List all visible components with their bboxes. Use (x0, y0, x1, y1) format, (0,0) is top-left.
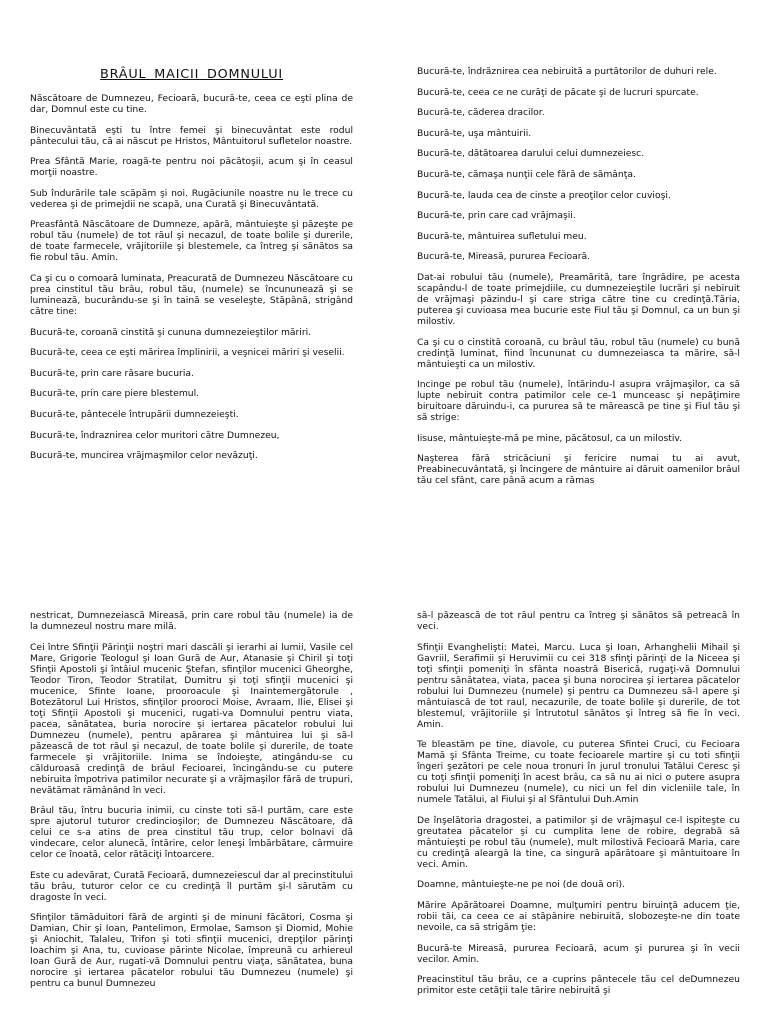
paragraph: Este cu adevărat, Curată Fecioară, dumnezeiescul dar al precinstitului tău brâu, tuturor celor ce cu credinţă îl purtăm şi-l sărutăm cu dragoste în veci. (30, 869, 353, 903)
paragraph: să-l păzească de tot răul pentru ca întreg şi sănătos să petreacă în veci. (417, 610, 740, 632)
paragraph: Ca şi cu o cinstită coroană, cu brâul tău, robul tău (numele) cu bună credinţă luminat, fiind încununat cu dumnezeiasca ta mărire, să-l mântuieşti ca un milostiv. (417, 336, 740, 370)
paragraph: Bucură-te, lauda cea de cinste a preoţilor celor cuvioşi. (417, 189, 671, 201)
paragraph: Bucură-te, dătătoarea darului celui dumnezeiesc. (417, 148, 645, 160)
paragraph: Sfinţii Evanghelişti: Matei, Marcu. Luca şi Ioan, Arhanghelii Mihail şi Gavriil, Serafimii şi Heruvimii cu cei 318 sfinţi părinţi de la Niceea şi toţi sfinţii pomeniţi în sfânta noastră Biserică, rugaţi-vă Domnului pentru sănătatea, viata, pacea şi buna norocirea şi iertarea păcatelor robului lui Dumnezeu (numele) şi pentru ca Dumnezeu să-l apere şi mântuiască de tot raul, necazurile, de toate bolile şi durerile, de tot blestemul, vrăjitoriile şi întrutotul sănătos şi întreg să fie în veci. Amin. (417, 641, 740, 730)
page1-right-paragraphs (417, 66, 740, 486)
paragraph: Bucură-te, Mireasă, pururea Fecioară. (417, 251, 591, 263)
page1-right-column (417, 66, 740, 512)
paragraph: Preasfântă Născătoare de Dumneze, apără, mântuieşte şi păzeşte pe robul tău (numele) de tot răul şi necazul, de toate bolile şi durerile, de toate farmecele, vrăjitoriile şi blestemele, ca întreg şi sănătos sa fie robul tău. Amin. (30, 219, 353, 264)
paragraph: Dat-ai robului tău (numele), Preamărită, tare îngrădire, pe acesta scapându-l de toate primejdiile, cu dumnezeieştile lucrări şi nebiruit de vrăjmaşi păzindu-l şi care striga către tine cu credinţă.Tăria, puterea şi cuvioasa mea bucurie este Fiul tău şi Domnul, ca un bun şi milostiv. (417, 271, 740, 327)
page2-left-column (30, 610, 353, 1024)
page2-right-column (417, 610, 740, 1024)
paragraph: Bucură-te, pântecele întrupării dumnezeieşti. (30, 408, 239, 420)
page-title: BRÂUL MAICII DOMNULUI (100, 67, 283, 82)
paragraph: Doamne, mântuieşte-ne pe noi (de două ori). (417, 879, 625, 891)
paragraph: Naşterea fără stricăciuni şi fericire numai tu ai avut, Preabinecuvântată, şi încingere de mântuire ai dăruit oamenilor brâul tău cel sfânt, care până acum a rămas (417, 453, 740, 487)
paragraph: Prea Sfântă Marie, roagă-te pentru noi păcătoşii, acum şi în ceasul morţii noastre. (30, 156, 353, 179)
paragraph: Sub îndurările tale scăpăm şi noi. Rugăciunile noastre nu le trece cu vederea şi de primejdii ne scapă, una Curată şi Binecuvântată. (30, 187, 353, 210)
page2-left-paragraphs (30, 610, 353, 989)
paragraph: Bucură-te, uşa mântuirii. (417, 127, 532, 139)
paragraph: Bucură-te, muncirea vrăjmaşmilor celor nevăzuţi. (30, 450, 258, 462)
page-separator (0, 512, 768, 610)
paragraph: Bucură-te, căderea dracilor. (417, 107, 545, 119)
paragraph: Binecuvântată eşti tu între femei şi binecuvântat este rodul pântecului tău, că ai născut pe Hristos, Mântuitorul sufletelor noastre. (30, 124, 353, 147)
paragraph: Sfinţilor tămăduitori fără de arginti şi de minuni făcători, Cosma şi Damian, Chir şi Ioan, Pantelimon, Ermolae, Samson şi Diomid, Mohie şi Aniochit, Talaleu, Trifon şi toti sfinţii mucenici, drepţilor părinţi Ioachim şi Ana, tu, cuvioase părinte Nicolae, împreună cu arhiereul Ioan Gură de Aur, rugati-vă Domnului pentru viaţa, sănătatea, buna norocire şi iertarea păcatelor robului tău Dumnezeu (numele) şi pentru ca bunul Dumnezeu (30, 912, 353, 990)
page1-left-paragraphs (30, 93, 353, 461)
paragraph: Mărire Apărătoarei Doamne, mulţumiri pentru biruinţă aducem ţie, robii tăi, ca ceea ce ai stăpânire nebiruită, slobozeşte-ne din toate nevoile, ca să strigăm ţie: (417, 899, 740, 933)
paragraph: Bucură-te, cămaşa nunţii cele fără de sămânţa. (417, 168, 636, 180)
paragraph: Brâul tău, întru bucuria inimii, cu cinste toti să-l purtăm, care este spre ajutorul tuturor credincioşilor; de Dumnezeu Născătoare, dă celui ce s-a atins de prea cinstitul tău trup, celor bolnavi dă vindecare, celor alunecă, întărire, celor leneşi îmbărbătare, cârmuire celor ce înoată, celor rătăciţi întoarcere. (30, 805, 353, 861)
paragraph: Te bleastăm pe tine, diavole, cu puterea Sfintei Cruci, cu Fecioara Mamă şi Sfânta Treime, cu toate fecioarele martire şi cu toti sfinţii îngeri şezători pe cele noua tronuri în jurul tronului Tatălui Ceresc şi cu toţi sfinţii pomeniţi în acest brâu, ca să nu ai nici o putere asupra robului lui Dumnezeu (numele), cu nici un fel din vicleniile tale, în numele Tatălui, al Fiului şi al Sfântului Duh.Amin (417, 739, 740, 806)
paragraph: Bucură-te, îndrăznirea cea nebiruită a purtătorilor de duhuri rele. (417, 66, 717, 77)
paragraph: Incinge pe robul tău (numele), întărindu-l asupra vrăjmaşilor, ca să lupte nebiruit contra patimilor cele ce-1 munceasc şi nepăţimire biruitoare dăruindu-i, ca pururea să te mărească pe tine şi Fiul tău şi să strige: (417, 379, 740, 424)
paragraph: Bucură-te, ceea ce eşti mărirea împlinirii, a veşnicei măriri şi veselii. (30, 347, 345, 359)
page1-left-column (30, 66, 353, 512)
page2-right-paragraphs (417, 610, 740, 996)
paragraph: Bucură-te Mireasă, pururea Fecioară, acum şi pururea şi în vecii vecilor. Amin. (417, 942, 740, 965)
paragraph: De înşelătoria dragostei, a patimilor şi de vrăjmaşul ce-l ispiteşte cu greutatea păcatelor şi cu cumplita lene de robire, degrabă să mântuieşti pe robul tău (numele), mult milostivă Fecioară Maria, care cu credinţă aleargă la tine, ca singură apărătoare şi mântuitoare în veci. Amin. (417, 814, 740, 870)
paragraph: Bucură-te, prin care răsare bucuria. (30, 367, 194, 379)
paragraph: nestricat, Dumnezeiască Mireasă, prin care robul tău (numele) ia de la dumnezeul nostru mare milă. (30, 610, 353, 632)
paragraph: Bucură-te, coroană cinstită şi cununa dumnezeieştilor măriri. (30, 326, 312, 338)
paragraph: Bucură-te, mântuirea sufletului meu. (417, 230, 587, 242)
paragraph: Născătoare de Dumnezeu, Fecioară, bucură-te, ceea ce eşti plina de dar, Domnul este cu tine. (30, 93, 353, 115)
paragraph: Preacinstitul tău brâu, ce a cuprins pântecele tău cel deDumnezeu primitor este cetăţii tale tărire nebiruită şi (417, 974, 740, 997)
paragraph: Bucură-te, prin care cad vrăjmaşii. (417, 210, 576, 222)
paragraph: Bucură-te, ceea ce ne curăţi de păcate şi de lucruri spurcate. (417, 86, 699, 98)
paragraph: Iisuse, mântuieşte-mă pe mine, păcătosul, ca un milostiv. (417, 432, 683, 444)
paragraph: Bucură-te, prin care piere blestemul. (30, 388, 200, 400)
paragraph: Cei între Sfinţii Părinţii noştri mari dascăli şi ierarhi ai lumii, Vasile cel Mare, Grigorie Teologul şi Ioan Gură de Aur, Atanasie şi Chiril şi toţi Sfinţii Apostoli şi întâiul mucenic Ştefan, sfinţilor mucenici Gheorghe, Teodor Tiron, Teodor Stratilat, Dumitru şi toţi sfinţii mucenici şi mucenice, Sfinte Ioane, prooroacule şi Inaintemergătorule , Botezătorul Lui Hristos, sfinţilor prooroci Moise, Avraam, Ilie, Elisei şi toţi Sfinţii Apostoli şi mucenici, rugati-va Domnului pentru viata, pacea, sănătatea, buria norocire şi iertarea păcatelor robului lui Dumnezeu (numele), pentru apărarea şi mântuirea lui şi să-l păzească de tot răul şi necazul, de toate bolile şi durerile, de toate farmecele şi vrăjitoriile. Inima se îndoieşte, atingându-se cu călduroasă credinţă de brâul Fecioarei, încingându-se cu putere nebiruita împotriva patimilor necurate şi a vrăjmaşilor fără de trupuri, nevătămat rămânând în veci. (30, 641, 353, 796)
paragraph: Bucură-te, îndraznirea celor muritori către Dumnezeu, (30, 429, 280, 441)
paragraph: Ca şi cu o comoară luminata, Preacurată de Dumnezeu Născătoare cu prea cinstitul tău brâu, robul tău, (numele) se încununează şi se luminează, bucurându-se şi în taină se veseleşte, Stăpână, strigând către tine: (30, 272, 353, 317)
